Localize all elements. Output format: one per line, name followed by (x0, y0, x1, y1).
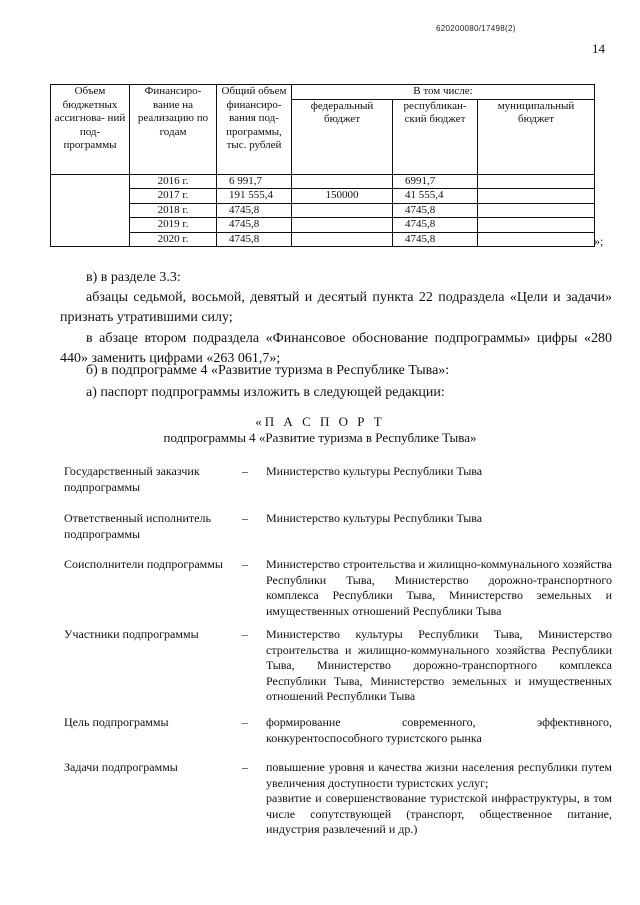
row-total: 4745,8 (217, 203, 292, 218)
row-total: 191 555,4 (217, 189, 292, 204)
passport-label: Участники подпрограммы (64, 627, 199, 641)
row-municipal (478, 189, 595, 204)
row-total: 4745,8 (217, 218, 292, 233)
passport-label: Ответственный исполнитель подпрограммы (64, 511, 211, 541)
table-row (51, 203, 595, 218)
passport-value: Министерство культуры Республики Тыва, Министерство строительства и жилищно-коммунального хозяйства Республики Тыва, Министерство дорожно-транспортного комплекса Республики Тыва, Министерство земельных и имущественных отношений Республики Тыва (266, 627, 612, 703)
row-municipal (478, 174, 595, 189)
row-year: 2016 г. (130, 174, 217, 189)
row-year: 2017 г. (130, 189, 217, 204)
paragraph-section-3-3: в) в разделе 3.3: (86, 270, 181, 285)
table-row (51, 189, 595, 204)
row-republic: 6991,7 (393, 174, 478, 189)
passport-dash: – (242, 511, 248, 525)
table-row (51, 232, 595, 247)
table-row (51, 174, 595, 189)
passport-dash: – (242, 627, 248, 641)
row-federal (292, 203, 393, 218)
header-republic-budget: республикан- ский бюджет (393, 99, 478, 174)
passport-label: Государственный заказчик подпрограммы (64, 464, 200, 494)
paragraph-goals-tasks (60, 288, 612, 328)
passport-dash: – (242, 464, 248, 478)
table-row (51, 218, 595, 233)
paragraph-goals-tasks-text: абзацы седьмой, восьмой, девятый и десятый пункта 22 подраздела «Цели и задачи» признать утратившими силу; (60, 290, 612, 325)
row-total: 4745,8 (217, 232, 292, 247)
row-municipal (478, 218, 595, 233)
row-year: 2020 г. (130, 232, 217, 247)
header-municipal-budget: муниципальный бюджет (478, 99, 595, 174)
row-year: 2019 г. (130, 218, 217, 233)
passport-task-1: повышение уровня и качества жизни населения республики путем увеличения доступности туристских услуг; (266, 760, 612, 790)
row-republic: 4745,8 (393, 232, 478, 247)
passport-value: Министерство строительства и жилищно-коммунального хозяйства Республики Тыва, Министерство дорожно-транспортного комплекса Республики Тыва, Министерство земельных и имущественных отношений Республики Тыва (266, 557, 612, 618)
passport-title: «П А С П О Р Т (255, 414, 385, 429)
row-federal (292, 232, 393, 247)
passport-label: Задачи подпрограммы (64, 760, 178, 774)
header-including: В том числе: (292, 85, 595, 100)
document-id: 620200080/17498(2) (436, 24, 516, 33)
passport-subtitle: подпрограммы 4 «Развитие туризма в Республике Тыва» (163, 430, 477, 445)
passport-label: Соисполнители подпрограммы (64, 557, 223, 571)
row-republic: 41 555,4 (393, 189, 478, 204)
header-financing-by-year: Финансиро- вание на реализацию по годам (130, 85, 217, 175)
row-republic: 4745,8 (393, 203, 478, 218)
passport-dash: – (242, 557, 248, 571)
passport-value: Министерство культуры Республики Тыва (266, 511, 483, 525)
financing-table (50, 84, 595, 247)
header-budget-allocations: Объем бюджетных ассигнова- ний под- программы (51, 85, 130, 175)
row-municipal (478, 203, 595, 218)
row-federal (292, 218, 393, 233)
passport-value: Министерство культуры Республики Тыва (266, 464, 483, 478)
table-closing-mark: »; (594, 234, 604, 248)
passport-value (266, 760, 612, 838)
empty-cell (51, 174, 130, 247)
row-federal: 150000 (292, 189, 393, 204)
header-total-volume: Общий объем финансиро- вания под- программы, тыс. рублей (217, 85, 292, 175)
table-header-row (51, 85, 595, 100)
header-federal-budget: федеральный бюджет (292, 99, 393, 174)
passport-label: Цель подпрограммы (64, 715, 169, 729)
paragraph-passport-intro: а) паспорт подпрограммы изложить в следующей редакции: (86, 385, 445, 400)
paragraph-financing-text: в абзаце втором подраздела «Финансовое обоснование подпрограммы» цифры «280 440» заменить цифрами «263 061,7»; (60, 331, 612, 366)
passport-value: формирование современного, эффективного, конкурентоспособного туристского рынка (266, 715, 612, 745)
paragraph-subprogram-4: б) в подпрограмме 4 «Развитие туризма в Республике Тыва»: (86, 363, 450, 378)
row-total: 6 991,7 (217, 174, 292, 189)
row-federal (292, 174, 393, 189)
row-republic: 4745,8 (393, 218, 478, 233)
passport-task-2: развитие и совершенствование туристской инфраструктуры, в том числе сопутствующей (транспорт, общественное питание, индустрия развлечений и др.) (266, 791, 612, 836)
page-number: 14 (592, 41, 605, 56)
passport-dash: – (242, 715, 248, 729)
passport-dash: – (242, 760, 248, 774)
row-municipal (478, 232, 595, 247)
row-year: 2018 г. (130, 203, 217, 218)
passport-title-block (0, 414, 640, 446)
